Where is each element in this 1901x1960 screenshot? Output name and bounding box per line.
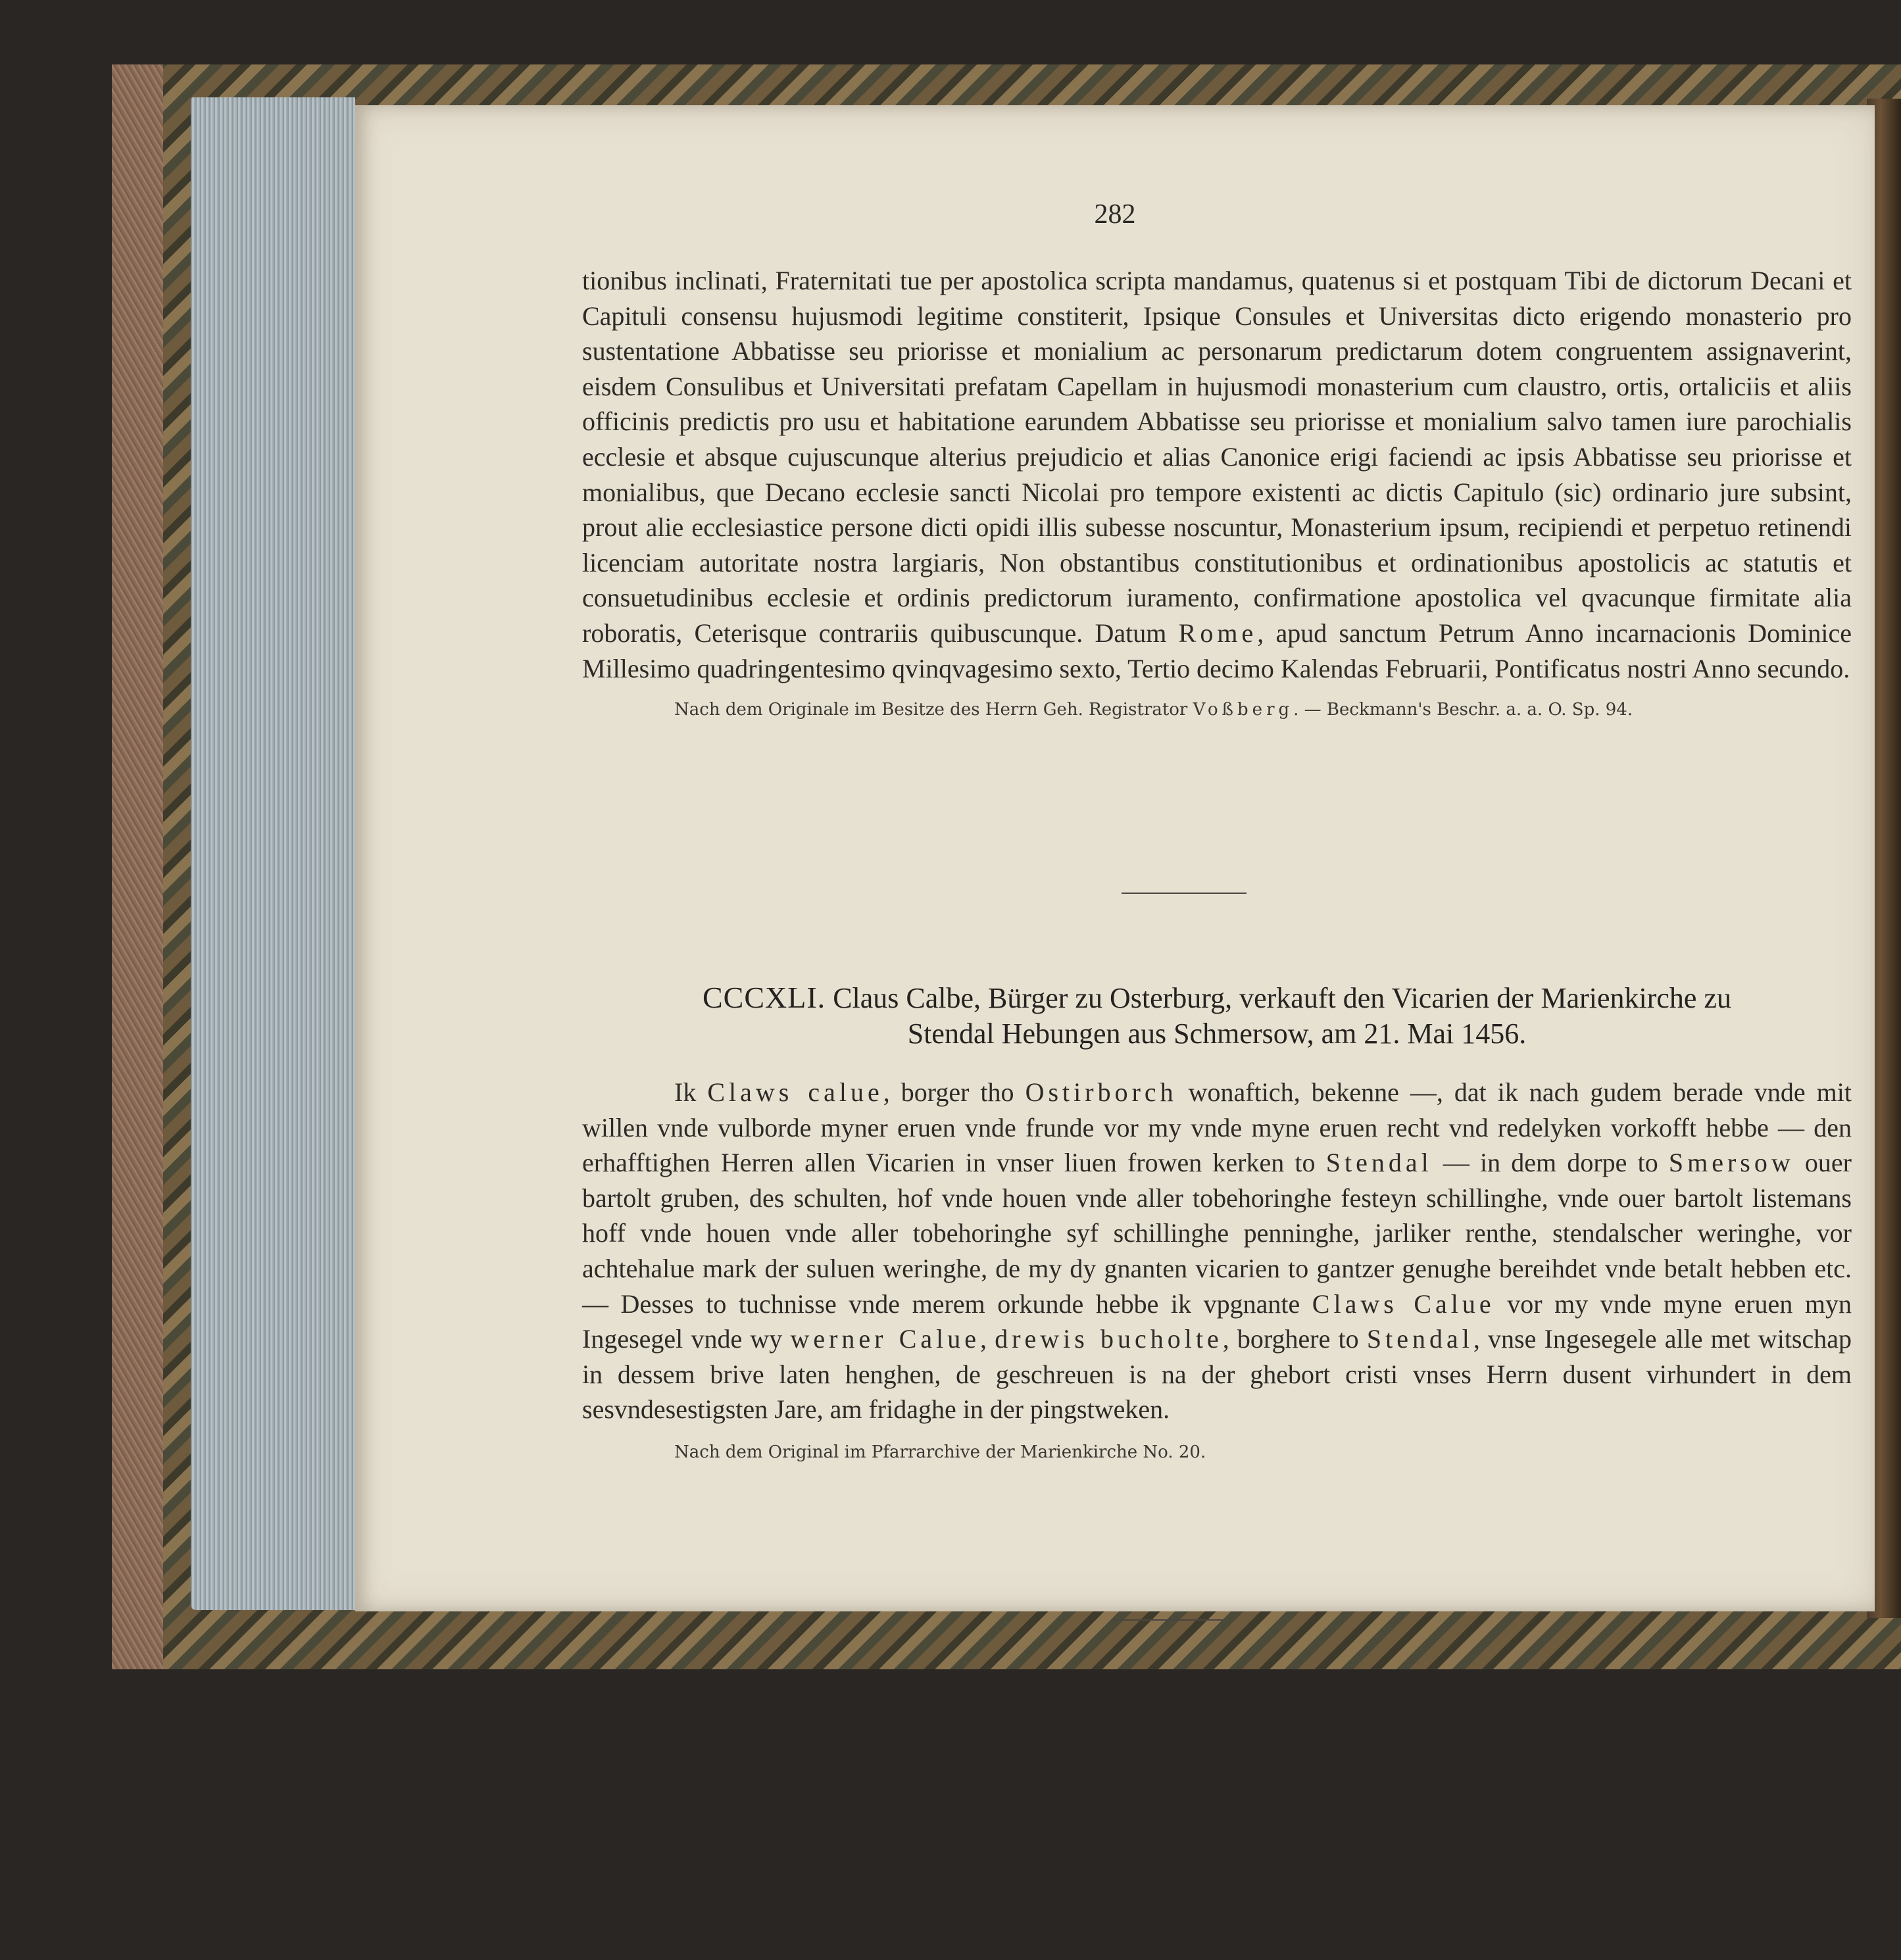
- document-number: CCCXLI.: [703, 981, 826, 1014]
- place-stendal-2: Stendal: [1366, 1324, 1473, 1354]
- heading-title-2: Stendal Hebungen aus Schmersow, am 21. Mai 1456.: [907, 1017, 1527, 1050]
- paragraph-low-german: [582, 1075, 1852, 1427]
- p2-part-5: wonaftich, bekenne —, dat ik nach gudem berade vnde mit willen vnde vulborde myner eruen vnde frunde vor my vnde myne eruen recht vnd redelyken vorkofft hebbe — den erhafftighen Herren allen Vicarien in vnser liuen frowen kerken to: [582, 1077, 1852, 1178]
- page-stack-edges: [191, 97, 355, 1610]
- name-claws-calue: Claws calue: [707, 1077, 883, 1107]
- place-ostirborch: Ostirborch: [1025, 1077, 1177, 1107]
- place-stendal: Stendal: [1325, 1148, 1433, 1178]
- dated-word: Datum: [1095, 618, 1167, 648]
- document-heading: [582, 980, 1852, 1052]
- source-note-1-b: . — Beckmann's Beschr. a. a. O. Sp. 94.: [1293, 700, 1633, 720]
- name-drewis-bucholte: drewis bucholte: [995, 1324, 1223, 1354]
- heading-title-1: Claus Calbe, Bürger zu Osterburg, verkauft den Vicarien der Marienkirche zu: [833, 982, 1731, 1014]
- section-divider-bottom: [1112, 1619, 1223, 1621]
- document-text: [582, 1075, 1852, 1465]
- paragraph-latin-text: tionibus inclinati, Fraternitati tue per apostolica scripta mandamus, quatenus si et postquam Tibi de dictorum Decani et Capituli consensu hujusmodi legitime constiterit, Ipsique Consules et Universitas dicto erigendo monasterio pro sustentatione Abbatisse seu priorisse et monialium ac personarum predictarum dotem congruentem assignaverint, eisdem Consulibus et Universitati prefatam Capellam in hujusmodi monasterium cum claustro, ortis, ortaliciis et aliis officinis predictis pro usu et habitatione earundem Abbatisse seu priorisse et monialium salvo tamen iure parochialis ecclesie et absque cujuscunque alterius prejudicio et alias Canonice erigi faciendi ac ipsis Abbatisse seu priorisse et monialibus, que Decano ecclesie sancti Nicolai pro tempore existenti ac dictis Capitulo (sic) ordinario jure subsint, prout alie ecclesiastice persone dicti opidi illis subesse noscuntur, Monasterium ipsum, recipiendi et perpetuo retinendi licenciam autoritate nostra largiaris, Non obstantibus constitutionibus et ordinationibus apostolicis ac statutis et consuetudinibus ecclesie et ordinis predictorum iuramento, confirmatione apostolica vel qvacunque firmitate alia roboratis, Ceterisque contrariis quibuscunque.: [582, 266, 1852, 648]
- source-note-2: Nach dem Original im Pfarrarchive der Marienkirche No. 20.: [674, 1442, 1206, 1462]
- source-note-1-name: Voßberg: [1193, 700, 1294, 720]
- source-note-1: [582, 697, 1852, 723]
- p2-part-15: , borghere to: [1222, 1324, 1367, 1354]
- p2-part-1: Ik: [674, 1077, 708, 1107]
- paragraph-latin: [582, 263, 1852, 686]
- p2-part-3: , borger tho: [883, 1077, 1025, 1107]
- heading-line-1: [582, 980, 1852, 1016]
- dated-rest: , apud sanctum Petrum Anno incarnacionis Dominice Millesimo quadringentesimo qvinqvagesimo sexto, Tertio decimo Kalendas Februarii, Pontificatus nostri Anno secundo.: [582, 618, 1852, 683]
- p2-part-13: ,: [980, 1324, 995, 1354]
- document-continuation: [582, 263, 1852, 723]
- book-spine: [112, 64, 163, 1669]
- p2-part-11: vor my vnde myne eruen myn Ingesegel vnde wy: [582, 1288, 1852, 1354]
- p2-part-9: ouer bartolt gruben, des schulten, hof vnde houen vnde aller tobehoringhe festeyn schillinghe, vnde ouer bartolt listemans hoff vnde houen vnde aller tobehoringhe syf schillinghe penninghe, jarliker renthe, stendalscher weringhe, vor achtehalue mark der suluen weringhe, de my dy gnanten vicarien to gantzer genughe bereihdet vnde betalt hebben etc. — Desses to tuchnisse vnde merem orkunde hebbe ik vpgnante: [582, 1148, 1852, 1319]
- place-rome: Rome: [1178, 618, 1258, 648]
- p2-part-7: — in dem dorpe to: [1432, 1148, 1669, 1178]
- place-smersow: Smersow: [1668, 1148, 1794, 1178]
- book-page: [355, 105, 1875, 1611]
- section-divider-top: [1122, 893, 1247, 894]
- p2-part-17: , vnse Ingesegele alle met witschap in dessem brive laten henghen, de geschreuen is na der ghebort cristi vnses Herrn dusent virhundert in dem sesvndesestigsten Jare, am fridaghe in der pingstweken.: [582, 1324, 1852, 1425]
- page-number: 282: [1094, 199, 1136, 230]
- source-note-1-a: Nach dem Originale im Besitze des Herrn Geh. Registrator: [674, 700, 1188, 720]
- name-claws-calue-2: Claws Calue: [1312, 1288, 1495, 1319]
- name-werner-calue: werner Calue: [790, 1324, 980, 1354]
